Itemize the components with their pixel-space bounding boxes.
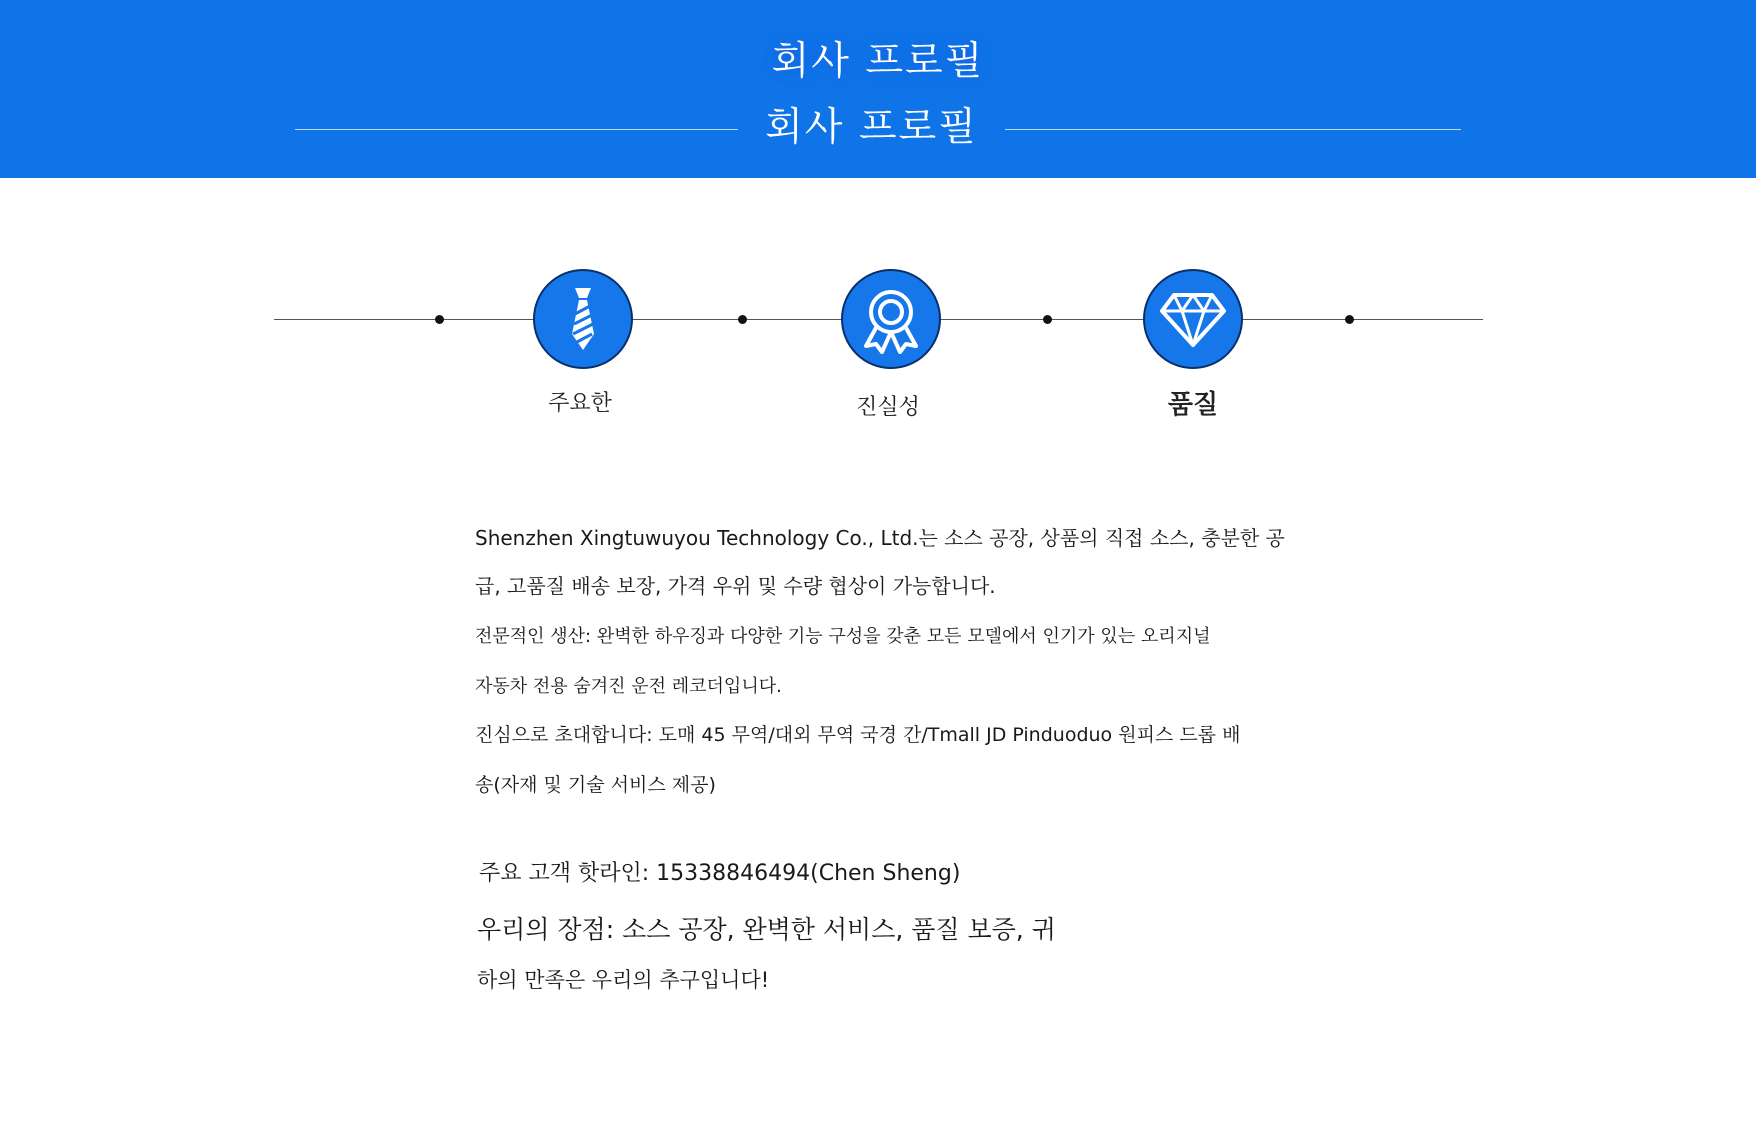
timeline-dot [435, 315, 444, 324]
intro-paragraph [475, 514, 1335, 610]
tie-icon [563, 284, 603, 354]
timeline-dot [1043, 315, 1052, 324]
production-paragraph [475, 612, 1335, 712]
header-banner [0, 0, 1756, 178]
banner-divider-right [1005, 129, 1461, 130]
intro-line-1: Shenzhen Xingtuwuyou Technology Co., Ltd.는 소스 공장, 상품의 직접 소스, 충분한 공 [475, 526, 1285, 550]
value-label-sincerity: 진실성 [856, 395, 920, 420]
diamond-icon [1158, 289, 1228, 349]
value-label-key: 주요한 [548, 391, 612, 416]
invitation-line-2: 송(자재 및 기술 서비스 제공) [475, 774, 716, 796]
advantages-text: 우리의 장점: 소스 공장, 완벽한 서비스, 품질 보증, 귀 [477, 915, 1056, 944]
timeline-dot [738, 315, 747, 324]
value-label-quality: 품질 [1167, 390, 1219, 420]
customer-hotline: 주요 고객 핫라인: 15338846494(Chen Sheng) [479, 861, 961, 886]
intro-line-2: 급, 고품질 배송 보장, 가격 우위 및 수량 협상이 가능합니다. [475, 574, 996, 598]
invitation-paragraph [475, 710, 1335, 810]
banner-title-top [0, 30, 1756, 86]
banner-title-top-text: 회사 프로필 [771, 39, 985, 84]
timeline-dot [1345, 315, 1354, 324]
banner-title-bottom: 회사 프로필 [765, 105, 978, 150]
value-badge-tie [533, 269, 633, 369]
production-line-2: 자동차 전용 숨겨진 운전 레코더입니다. [475, 676, 782, 697]
value-badge-diamond [1143, 269, 1243, 369]
production-line-1: 전문적인 생산: 완벽한 하우징과 다양한 기능 구성을 갖춘 모든 모델에서 인기가 있는 오리지널 [475, 626, 1211, 647]
award-ribbon-icon [856, 284, 926, 354]
closing-text: 하의 만족은 우리의 추구입니다! [477, 968, 770, 992]
value-badge-award [841, 269, 941, 369]
invitation-line-1: 진심으로 초대합니다: 도매 45 무역/대외 무역 국경 간/Tmall JD Pinduoduo 원피스 드롭 배 [475, 724, 1241, 746]
banner-divider-left [295, 129, 738, 130]
